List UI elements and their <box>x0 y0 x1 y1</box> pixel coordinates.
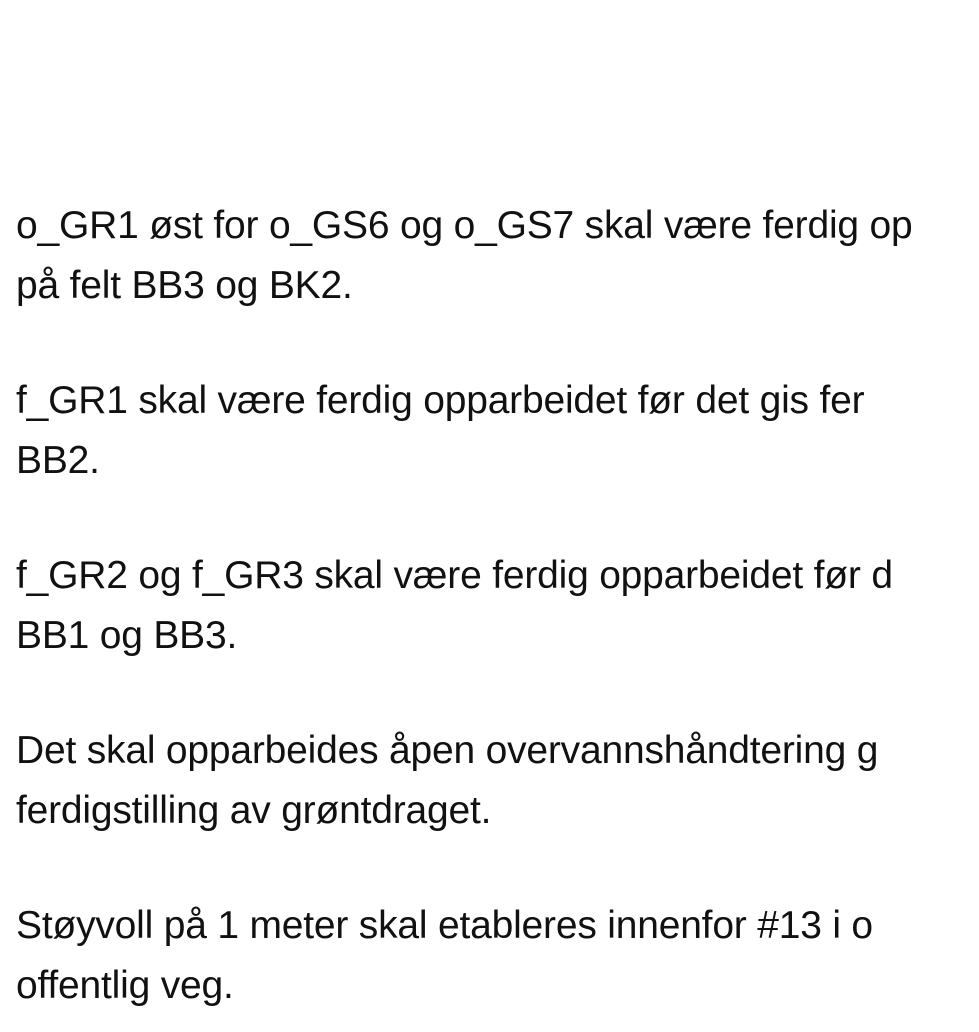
text-line: ferdigstilling av grøntdraget. <box>16 789 492 832</box>
paragraph-stoyvoll <box>16 896 979 1016</box>
text-line: f_GR1 skal være ferdig opparbeidet før det gis fer <box>16 379 865 422</box>
text-line: offentlig veg. <box>16 964 234 1007</box>
text-line: Det skal opparbeides åpen overvannshåndtering g <box>16 729 879 772</box>
text-line: f_GR2 og f_GR3 skal være ferdig opparbeidet før d <box>16 554 893 597</box>
text-line: o_GR1 øst for o_GS6 og o_GS7 skal være ferdig op <box>16 204 913 247</box>
text-line: BB2. <box>16 439 100 482</box>
paragraph-f-gr1 <box>16 371 979 491</box>
text-line: Støyvoll på 1 meter skal etableres innenfor #13 i o <box>16 904 873 947</box>
text-line: BB1 og BB3. <box>16 614 238 657</box>
document-body <box>16 196 979 1032</box>
text-line: på felt BB3 og BK2. <box>16 264 353 307</box>
paragraph-overvann <box>16 721 979 841</box>
paragraph-gr1-east <box>16 196 979 316</box>
paragraph-f-gr2-gr3 <box>16 546 979 666</box>
